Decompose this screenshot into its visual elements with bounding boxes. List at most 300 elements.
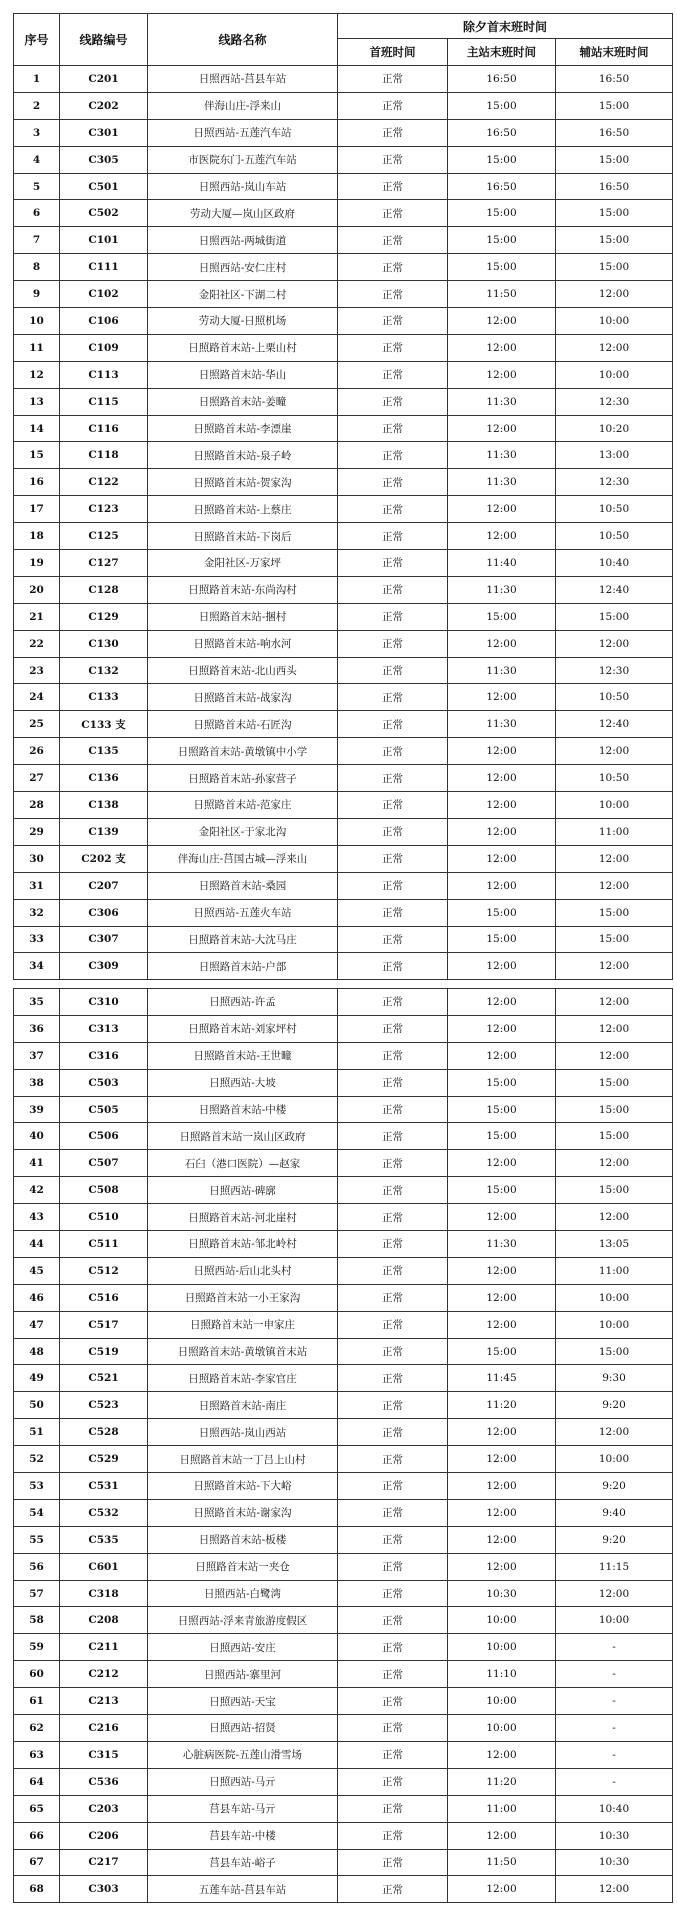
row-line-name: 日照路首末站-户部 [148, 953, 338, 980]
table-row [14, 1042, 673, 1069]
table-row [14, 1123, 673, 1150]
row-line-code: C122 [60, 469, 148, 496]
row-line-code: C133 [60, 684, 148, 711]
row-first-bus: 正常 [338, 711, 448, 738]
row-line-name: 日照西站-招贤 [148, 1715, 338, 1742]
row-aux-last-bus: 12:00 [556, 334, 673, 361]
row-line-code: C135 [60, 738, 148, 765]
row-line-name: 日照西站-天宝 [148, 1688, 338, 1715]
row-main-last-bus: 11:50 [448, 1849, 556, 1876]
row-seq: 62 [14, 1715, 60, 1742]
row-line-name: 日照西站-安仁庄村 [148, 254, 338, 281]
row-main-last-bus: 15:00 [448, 92, 556, 119]
row-first-bus: 正常 [338, 1822, 448, 1849]
row-line-code: C125 [60, 523, 148, 550]
row-aux-last-bus: 12:00 [556, 281, 673, 308]
table-row [14, 119, 673, 146]
row-first-bus: 正常 [338, 684, 448, 711]
row-first-bus: 正常 [338, 173, 448, 200]
row-aux-last-bus: 12:00 [556, 845, 673, 872]
row-aux-last-bus: - [556, 1634, 673, 1661]
row-main-last-bus: 11:30 [448, 442, 556, 469]
row-line-name: 莒县车站-马亓 [148, 1795, 338, 1822]
header-line-name: 线路名称 [148, 14, 338, 66]
row-seq: 64 [14, 1768, 60, 1795]
row-line-name: 日照路首末站-刘家坪村 [148, 1015, 338, 1042]
row-main-last-bus: 12:00 [448, 1257, 556, 1284]
row-first-bus: 正常 [338, 1446, 448, 1473]
row-main-last-bus: 12:00 [448, 1499, 556, 1526]
row-first-bus: 正常 [338, 1042, 448, 1069]
row-aux-last-bus: 10:00 [556, 1284, 673, 1311]
row-aux-last-bus: 12:00 [556, 1150, 673, 1177]
row-aux-last-bus: 15:00 [556, 146, 673, 173]
row-first-bus: 正常 [338, 1392, 448, 1419]
row-line-code: C507 [60, 1150, 148, 1177]
row-aux-last-bus: 12:40 [556, 711, 673, 738]
row-line-code: C505 [60, 1096, 148, 1123]
row-first-bus: 正常 [338, 989, 448, 1016]
row-aux-last-bus: 12:00 [556, 1015, 673, 1042]
row-first-bus: 正常 [338, 872, 448, 899]
row-seq: 67 [14, 1849, 60, 1876]
table-row [14, 550, 673, 577]
row-first-bus: 正常 [338, 1257, 448, 1284]
row-line-name: 日照路首末站-王世疃 [148, 1042, 338, 1069]
row-main-last-bus: 15:00 [448, 146, 556, 173]
table-row [14, 173, 673, 200]
row-seq: 31 [14, 872, 60, 899]
row-seq: 58 [14, 1607, 60, 1634]
row-seq: 24 [14, 684, 60, 711]
row-line-code: C212 [60, 1661, 148, 1688]
row-line-name: 日照西站-两城街道 [148, 227, 338, 254]
row-main-last-bus: 11:00 [448, 1795, 556, 1822]
row-line-name: 金阳社区-下湖二村 [148, 281, 338, 308]
row-first-bus: 正常 [338, 1580, 448, 1607]
row-main-last-bus: 12:00 [448, 1042, 556, 1069]
row-seq: 6 [14, 200, 60, 227]
row-main-last-bus: 12:00 [448, 1526, 556, 1553]
row-aux-last-bus: 10:00 [556, 1446, 673, 1473]
row-line-name: 日照路首末站一申家庄 [148, 1311, 338, 1338]
row-main-last-bus: 10:00 [448, 1688, 556, 1715]
table-row [14, 1311, 673, 1338]
row-main-last-bus: 11:30 [448, 1231, 556, 1258]
row-aux-last-bus: 15:00 [556, 1069, 673, 1096]
row-line-code: C203 [60, 1795, 148, 1822]
row-aux-last-bus: 11:00 [556, 818, 673, 845]
row-seq: 35 [14, 989, 60, 1016]
table-row [14, 1634, 673, 1661]
row-seq: 53 [14, 1473, 60, 1500]
row-aux-last-bus: 10:00 [556, 308, 673, 335]
row-seq: 33 [14, 926, 60, 953]
row-first-bus: 正常 [338, 1715, 448, 1742]
row-first-bus: 正常 [338, 469, 448, 496]
row-line-name: 金阳社区-于家北沟 [148, 818, 338, 845]
row-seq: 57 [14, 1580, 60, 1607]
row-first-bus: 正常 [338, 334, 448, 361]
row-aux-last-bus: 16:50 [556, 66, 673, 93]
row-first-bus: 正常 [338, 227, 448, 254]
row-first-bus: 正常 [338, 953, 448, 980]
row-main-last-bus: 15:00 [448, 1338, 556, 1365]
row-seq: 34 [14, 953, 60, 980]
row-line-code: C318 [60, 1580, 148, 1607]
row-first-bus: 正常 [338, 1876, 448, 1903]
table-row [14, 281, 673, 308]
row-line-name: 日照路首末站-泉子岭 [148, 442, 338, 469]
row-seq: 27 [14, 765, 60, 792]
row-aux-last-bus: 10:00 [556, 361, 673, 388]
table-row [14, 334, 673, 361]
row-main-last-bus: 15:00 [448, 926, 556, 953]
row-line-name: 日照路首末站-姜疃 [148, 388, 338, 415]
row-seq: 5 [14, 173, 60, 200]
row-seq: 46 [14, 1284, 60, 1311]
row-main-last-bus: 12:00 [448, 1284, 556, 1311]
row-first-bus: 正常 [338, 899, 448, 926]
row-seq: 14 [14, 415, 60, 442]
row-seq: 22 [14, 630, 60, 657]
row-line-code: C202 支 [60, 845, 148, 872]
table-row [14, 442, 673, 469]
row-main-last-bus: 12:00 [448, 1473, 556, 1500]
row-first-bus: 正常 [338, 845, 448, 872]
row-aux-last-bus: 10:50 [556, 765, 673, 792]
table-row [14, 1580, 673, 1607]
row-aux-last-bus: 15:00 [556, 926, 673, 953]
row-first-bus: 正常 [338, 1741, 448, 1768]
row-seq: 59 [14, 1634, 60, 1661]
table-row [14, 200, 673, 227]
row-seq: 38 [14, 1069, 60, 1096]
row-seq: 44 [14, 1231, 60, 1258]
row-line-code: C512 [60, 1257, 148, 1284]
table-row [14, 1768, 673, 1795]
table-row [14, 1499, 673, 1526]
row-aux-last-bus: 10:50 [556, 684, 673, 711]
row-line-name: 日照西站-大坡 [148, 1069, 338, 1096]
row-aux-last-bus: 15:00 [556, 1177, 673, 1204]
row-main-last-bus: 12:00 [448, 308, 556, 335]
row-first-bus: 正常 [338, 603, 448, 630]
row-main-last-bus: 15:00 [448, 227, 556, 254]
row-first-bus: 正常 [338, 630, 448, 657]
row-aux-last-bus: 15:00 [556, 1123, 673, 1150]
row-line-code: C519 [60, 1338, 148, 1365]
table-row [14, 361, 673, 388]
row-seq: 17 [14, 496, 60, 523]
table-row [14, 872, 673, 899]
row-aux-last-bus: - [556, 1661, 673, 1688]
row-line-code: C102 [60, 281, 148, 308]
row-line-name: 日照西站-五莲汽车站 [148, 119, 338, 146]
row-first-bus: 正常 [338, 361, 448, 388]
row-first-bus: 正常 [338, 1661, 448, 1688]
row-line-code: C136 [60, 765, 148, 792]
row-seq: 16 [14, 469, 60, 496]
row-line-code: C521 [60, 1365, 148, 1392]
row-main-last-bus: 12:00 [448, 765, 556, 792]
row-line-name: 日照路首末站一小王家沟 [148, 1284, 338, 1311]
row-line-name: 日照路首末站-下大峪 [148, 1473, 338, 1500]
row-main-last-bus: 15:00 [448, 1069, 556, 1096]
table-row [14, 1473, 673, 1500]
row-line-name: 日照路首末站-黄墩镇首末站 [148, 1338, 338, 1365]
row-main-last-bus: 12:00 [448, 818, 556, 845]
row-main-last-bus: 12:00 [448, 1553, 556, 1580]
row-line-name: 日照路首末站-大沈马庄 [148, 926, 338, 953]
row-line-code: C130 [60, 630, 148, 657]
row-line-name: 日照路首末站-南庄 [148, 1392, 338, 1419]
row-first-bus: 正常 [338, 388, 448, 415]
table-row [14, 845, 673, 872]
row-first-bus: 正常 [338, 496, 448, 523]
row-line-name: 日照路首末站-华山 [148, 361, 338, 388]
row-main-last-bus: 12:00 [448, 738, 556, 765]
row-main-last-bus: 10:00 [448, 1715, 556, 1742]
table-row [14, 254, 673, 281]
table-row [14, 1553, 673, 1580]
row-line-code: C536 [60, 1768, 148, 1795]
row-main-last-bus: 11:40 [448, 550, 556, 577]
row-aux-last-bus: 12:00 [556, 1419, 673, 1446]
row-first-bus: 正常 [338, 1849, 448, 1876]
row-line-name: 日照路首末站-战家沟 [148, 684, 338, 711]
row-aux-last-bus: 12:00 [556, 1580, 673, 1607]
row-main-last-bus: 12:00 [448, 872, 556, 899]
table-row [14, 1338, 673, 1365]
row-line-name: 日照路首末站-范家庄 [148, 792, 338, 819]
row-aux-last-bus: 12:30 [556, 657, 673, 684]
row-seq: 55 [14, 1526, 60, 1553]
row-line-name: 日照路首末站-上栗山村 [148, 334, 338, 361]
row-seq: 3 [14, 119, 60, 146]
row-seq: 49 [14, 1365, 60, 1392]
row-main-last-bus: 15:00 [448, 254, 556, 281]
row-first-bus: 正常 [338, 146, 448, 173]
row-aux-last-bus: 12:00 [556, 738, 673, 765]
row-main-last-bus: 11:20 [448, 1392, 556, 1419]
row-aux-last-bus: 9:40 [556, 1499, 673, 1526]
table-row [14, 1661, 673, 1688]
row-main-last-bus: 10:30 [448, 1580, 556, 1607]
row-seq: 28 [14, 792, 60, 819]
row-seq: 51 [14, 1419, 60, 1446]
table-row [14, 1392, 673, 1419]
row-line-name: 日照西站-岚山车站 [148, 173, 338, 200]
row-aux-last-bus: 11:15 [556, 1553, 673, 1580]
row-line-name: 日照路首末站-邹北岭村 [148, 1231, 338, 1258]
row-line-name: 莒县车站-峪子 [148, 1849, 338, 1876]
row-main-last-bus: 12:00 [448, 1015, 556, 1042]
row-line-name: 日照路首末站-贺家沟 [148, 469, 338, 496]
row-seq: 19 [14, 550, 60, 577]
row-main-last-bus: 11:30 [448, 388, 556, 415]
row-line-code: C516 [60, 1284, 148, 1311]
table-row [14, 818, 673, 845]
row-first-bus: 正常 [338, 738, 448, 765]
row-line-code: C306 [60, 899, 148, 926]
row-first-bus: 正常 [338, 1069, 448, 1096]
row-main-last-bus: 16:50 [448, 119, 556, 146]
row-line-code: C123 [60, 496, 148, 523]
row-first-bus: 正常 [338, 1365, 448, 1392]
row-main-last-bus: 11:30 [448, 469, 556, 496]
row-aux-last-bus: 12:00 [556, 953, 673, 980]
row-aux-last-bus: 12:40 [556, 576, 673, 603]
row-line-code: C115 [60, 388, 148, 415]
row-first-bus: 正常 [338, 308, 448, 335]
table-row [14, 1688, 673, 1715]
row-seq: 10 [14, 308, 60, 335]
row-line-code: C503 [60, 1069, 148, 1096]
row-main-last-bus: 12:00 [448, 334, 556, 361]
row-aux-last-bus: 9:20 [556, 1526, 673, 1553]
row-seq: 68 [14, 1876, 60, 1903]
row-main-last-bus: 11:10 [448, 1661, 556, 1688]
row-line-name: 劳动大厦-日照机场 [148, 308, 338, 335]
row-line-name: 金阳社区-万家坪 [148, 550, 338, 577]
row-line-code: C307 [60, 926, 148, 953]
row-first-bus: 正常 [338, 1096, 448, 1123]
row-main-last-bus: 12:00 [448, 496, 556, 523]
row-seq: 9 [14, 281, 60, 308]
row-aux-last-bus: 10:00 [556, 792, 673, 819]
row-main-last-bus: 12:00 [448, 630, 556, 657]
row-main-last-bus: 12:00 [448, 684, 556, 711]
row-line-code: C217 [60, 1849, 148, 1876]
row-first-bus: 正常 [338, 550, 448, 577]
row-line-code: C508 [60, 1177, 148, 1204]
row-line-code: C138 [60, 792, 148, 819]
row-first-bus: 正常 [338, 1311, 448, 1338]
row-first-bus: 正常 [338, 92, 448, 119]
row-line-name: 日照路首末站-板楼 [148, 1526, 338, 1553]
row-line-name: 日照西站-安庄 [148, 1634, 338, 1661]
row-line-code: C113 [60, 361, 148, 388]
row-aux-last-bus: 15:00 [556, 92, 673, 119]
table-row [14, 227, 673, 254]
row-line-code: C118 [60, 442, 148, 469]
row-first-bus: 正常 [338, 1150, 448, 1177]
row-line-code: C202 [60, 92, 148, 119]
table-row [14, 711, 673, 738]
row-line-code: C532 [60, 1499, 148, 1526]
row-aux-last-bus: 10:50 [556, 523, 673, 550]
row-line-code: C535 [60, 1526, 148, 1553]
row-seq: 36 [14, 1015, 60, 1042]
row-aux-last-bus: 9:20 [556, 1473, 673, 1500]
row-line-code: C531 [60, 1473, 148, 1500]
row-seq: 18 [14, 523, 60, 550]
row-line-name: 日照路首末站-李家官庄 [148, 1365, 338, 1392]
row-first-bus: 正常 [338, 1231, 448, 1258]
table-row [14, 1284, 673, 1311]
row-line-name: 心脏病医院-五莲山滑雪场 [148, 1741, 338, 1768]
table-row [14, 1419, 673, 1446]
row-line-code: C128 [60, 576, 148, 603]
row-seq: 48 [14, 1338, 60, 1365]
row-line-code: C127 [60, 550, 148, 577]
row-line-name: 日照路首末站-谢家沟 [148, 1499, 338, 1526]
row-line-code: C111 [60, 254, 148, 281]
row-first-bus: 正常 [338, 1795, 448, 1822]
row-line-name: 日照西站-许孟 [148, 989, 338, 1016]
table-row [14, 1795, 673, 1822]
table-row [14, 92, 673, 119]
row-line-name: 日照路首末站-河北崖村 [148, 1204, 338, 1231]
row-seq: 25 [14, 711, 60, 738]
row-seq: 15 [14, 442, 60, 469]
row-line-code: C303 [60, 1876, 148, 1903]
row-first-bus: 正常 [338, 200, 448, 227]
row-line-code: C506 [60, 1123, 148, 1150]
row-aux-last-bus: - [556, 1741, 673, 1768]
table-row [14, 630, 673, 657]
table-row [14, 308, 673, 335]
row-aux-last-bus: 10:20 [556, 415, 673, 442]
row-line-name: 市医院东门-五莲汽车站 [148, 146, 338, 173]
table-row [14, 738, 673, 765]
row-line-name: 莒县车站-中楼 [148, 1822, 338, 1849]
row-line-code: C133 支 [60, 711, 148, 738]
table-row [14, 1715, 673, 1742]
row-line-code: C528 [60, 1419, 148, 1446]
row-line-name: 日照路首末站-李漂崖 [148, 415, 338, 442]
row-line-code: C502 [60, 200, 148, 227]
row-seq: 56 [14, 1553, 60, 1580]
table-row [14, 146, 673, 173]
row-aux-last-bus: 13:00 [556, 442, 673, 469]
row-first-bus: 正常 [338, 792, 448, 819]
row-line-code: C310 [60, 989, 148, 1016]
schedule-table-part-1 [13, 13, 673, 980]
row-line-code: C316 [60, 1042, 148, 1069]
row-first-bus: 正常 [338, 1015, 448, 1042]
row-aux-last-bus: 15:00 [556, 200, 673, 227]
table-row [14, 899, 673, 926]
row-main-last-bus: 12:00 [448, 1204, 556, 1231]
row-first-bus: 正常 [338, 523, 448, 550]
row-aux-last-bus: 10:40 [556, 550, 673, 577]
row-line-name: 劳动大厦—岚山区政府 [148, 200, 338, 227]
row-aux-last-bus: 15:00 [556, 1338, 673, 1365]
table-row [14, 576, 673, 603]
row-first-bus: 正常 [338, 442, 448, 469]
header-new-year-eve-schedule: 除夕首末班时间 [338, 14, 673, 39]
row-first-bus: 正常 [338, 1688, 448, 1715]
table-row [14, 1257, 673, 1284]
row-main-last-bus: 15:00 [448, 1177, 556, 1204]
row-line-name: 日照路首末站-孙家营子 [148, 765, 338, 792]
row-line-code: C213 [60, 1688, 148, 1715]
table-row [14, 1526, 673, 1553]
table-row [14, 765, 673, 792]
row-line-name: 日照路首末站-黄墩镇中小学 [148, 738, 338, 765]
table-row [14, 1096, 673, 1123]
row-aux-last-bus: 13:05 [556, 1231, 673, 1258]
row-line-code: C523 [60, 1392, 148, 1419]
row-line-code: C109 [60, 334, 148, 361]
row-line-name: 日照西站-浮来青旅游度假区 [148, 1607, 338, 1634]
row-main-last-bus: 15:00 [448, 603, 556, 630]
row-seq: 63 [14, 1741, 60, 1768]
row-aux-last-bus: 12:30 [556, 469, 673, 496]
row-line-name: 石臼（港口医院）—赵家 [148, 1150, 338, 1177]
